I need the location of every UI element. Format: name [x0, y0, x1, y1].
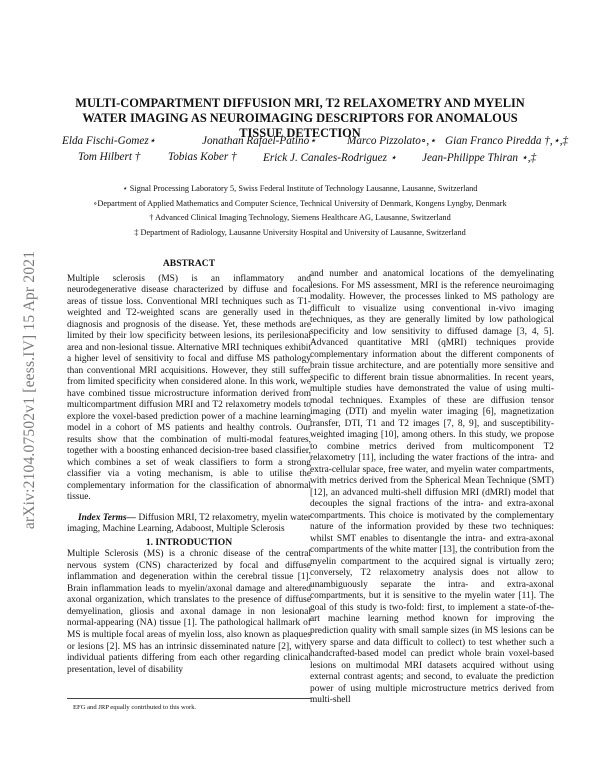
index-terms — [67, 513, 311, 536]
right-column — [310, 269, 554, 707]
arxiv-id: arXiv:2104.07502v1 [eess.IV] 15 Apr 2021 — [21, 250, 38, 530]
author-row-1 — [62, 134, 582, 151]
left-column — [67, 258, 311, 676]
affiliations — [60, 182, 540, 240]
author: Tom Hilbert † — [78, 151, 141, 163]
author: Gian Franco Piredda †,⋆,‡ — [445, 135, 569, 147]
affiliation: ∘Department of Applied Mathematics and Computer Science, Technical University of Denmark, Kongens Lyngby, Denmark — [93, 198, 507, 208]
arxiv-identifier-stamp — [20, 160, 40, 620]
author: Elda Fischi-Gomez⋆ — [62, 135, 156, 147]
index-terms-text: Diffusion MRI, T2 relaxometry, myelin water imaging, Machine Learning, Adaboost, Multiple Sclerosis — [67, 512, 312, 535]
paper-title: MULTI-COMPARTMENT DIFFUSION MRI, T2 RELAXOMETRY AND MYELIN WATER IMAGING AS NEUROIMAGING DESCRIPTORS FOR ANOMALOUS TISSUE DETECTION — [75, 96, 525, 140]
index-terms-label: Index Terms— — [78, 512, 136, 523]
affiliation: † Advanced Clinical Imaging Technology, Siemens Healthcare AG, Lausanne, Switzerland — [149, 213, 451, 222]
author: Erick J. Canales-Rodriguez ⋆ — [263, 152, 397, 164]
author: Tobias Kober † — [168, 151, 237, 163]
author-list — [62, 134, 582, 168]
affiliation: ⋆ Signal Processing Laboratory 5, Swiss Federal Institute of Technology Lausanne, Lausanne, Switzerland — [122, 184, 478, 193]
author: Jonathan Rafael-Patino⋆ — [202, 135, 317, 147]
author: Jean-Philippe Thiran ⋆,‡ — [422, 152, 537, 164]
introduction-text: Multiple Sclerosis (MS) is a chronic disease of the central nervous system (CNS) characterized by focal and diffuse inflammation and degeneration within the cerebral tissue [1]. Brain inflammation leads to myelin/axonal damage and altered axonal organization, which translates to the presence of diffuse demyelination, gliosis and axonal damage in non lesional normal-appearing (NA) tissue [1]. The pathological hallmark of MS is multiple focal areas of myelin loss, also known as plaques or lesions [2]. MS has an intrinsic disseminated nature [2], with individual patients differing from each other regarding clinical presentation, level of disability — [67, 549, 311, 675]
abstract-text: Multiple sclerosis (MS) is an inflammatory and neurodegenerative disease characterized by diffuse and focal areas of tissue loss. Conventional MRI techniques such as T1-weighted and T2-weighted scans are generally used in the diagnosis and prognosis of the disease. Yet, these methods are limited by their low specificity between lesions, its perilesional area and non-lesional tissue. Alternative MRI techniques exhibit a higher level of sensitivity to focal and diffuse MS pathology than conventional MRI acquisitions. However, they still suffer from limited specificity when considered alone. In this work, we have combined tissue microstructure information derived from multicompartment diffusion MRI and T2 relaxometry models to explore the voxel-based prediction power of a machine learning model in a cohort of MS patients and healthy controls. Our results show that the combination of multi-modal features, together with a boosting enhanced decision-tree based classifier, which combines a set of weak classifiers to form a strong classifier via a voting mechanism, is able to utilise the complementary information for the classification of abnormal tissue. — [67, 273, 311, 503]
footnote-text: EFG and JRP equally contributed to this work. — [73, 704, 197, 711]
affiliation: ‡ Department of Radiology, Lausanne University Hospital and University of Lausanne, Switzerland — [134, 227, 466, 237]
abstract-heading: ABSTRACT — [162, 258, 216, 269]
footnote — [67, 698, 311, 711]
author-row-2 — [62, 151, 582, 168]
introduction-continued-text: and number and anatomical locations of the demyelinating lesions. For MS assessment, MRI is the reference neuroimaging modality. However, the processes linked to MS pathology are difficult to visualize using conventional in-vivo imaging techniques, as they are generally limited by low pathological specificity and low sensitivity to diffused damage [3, 4, 5]. Advanced quantitative MRI (qMRI) techniques provide complementary information about the different components of brain tissue architecture, and are potentially more sensitive and specific to different brain tissue abnormalities. In recent years, multiple studies have demonstrated the value of using multi-modal techniques. Examples of these are diffusion tensor imaging (DTI) and myelin water imaging [6], magnetization transfer, DTI, T1 and T2 images [7, 8, 9], and susceptibility-weighted imaging [10], among others. In this study, we propose to combine metrics derived from multicomponent T2 relaxometry [11], including the water fractions of the intra- and extra-cellular space, free water, and myelin water compartments, with metrics derived from the Spherical Mean Technique (SMT) [12], an advanced multi-shell diffusion MRI (dMRI) model that decouples the signal fractions of the intra- and extra-axonal compartments. This choice is motivated by the complementary nature of the information provided by these two techniques: whilst SMT enables to disentangle the intra- and extra-axonal compartments of the white matter [13], the contribution from the myelin compartment to the acquired signal is virtually zero; conversely, T2 relaxometry analysis does not allow to unambiguously separate the intra- and extra-axonal compartments, but it is sensitive to the myelin water [11]. The goal of this study is two-fold: first, to implement a state-of-the-art machine learning method known for improving the prediction quality with small sample sizes (in MS lesions can be very sparse and data difficult to collect) to test whether such a handcrafted-based model can predict whole brain voxel-based lesions on multimodal MRI datasets acquired without using external contrast agents; and second, to evaluate the prediction power of using multiple microstructure metrics derived from multi-shell — [310, 269, 554, 706]
author: Marco Pizzolato∘,⋆ — [347, 135, 437, 147]
introduction-heading: 1. INTRODUCTION — [145, 536, 233, 548]
